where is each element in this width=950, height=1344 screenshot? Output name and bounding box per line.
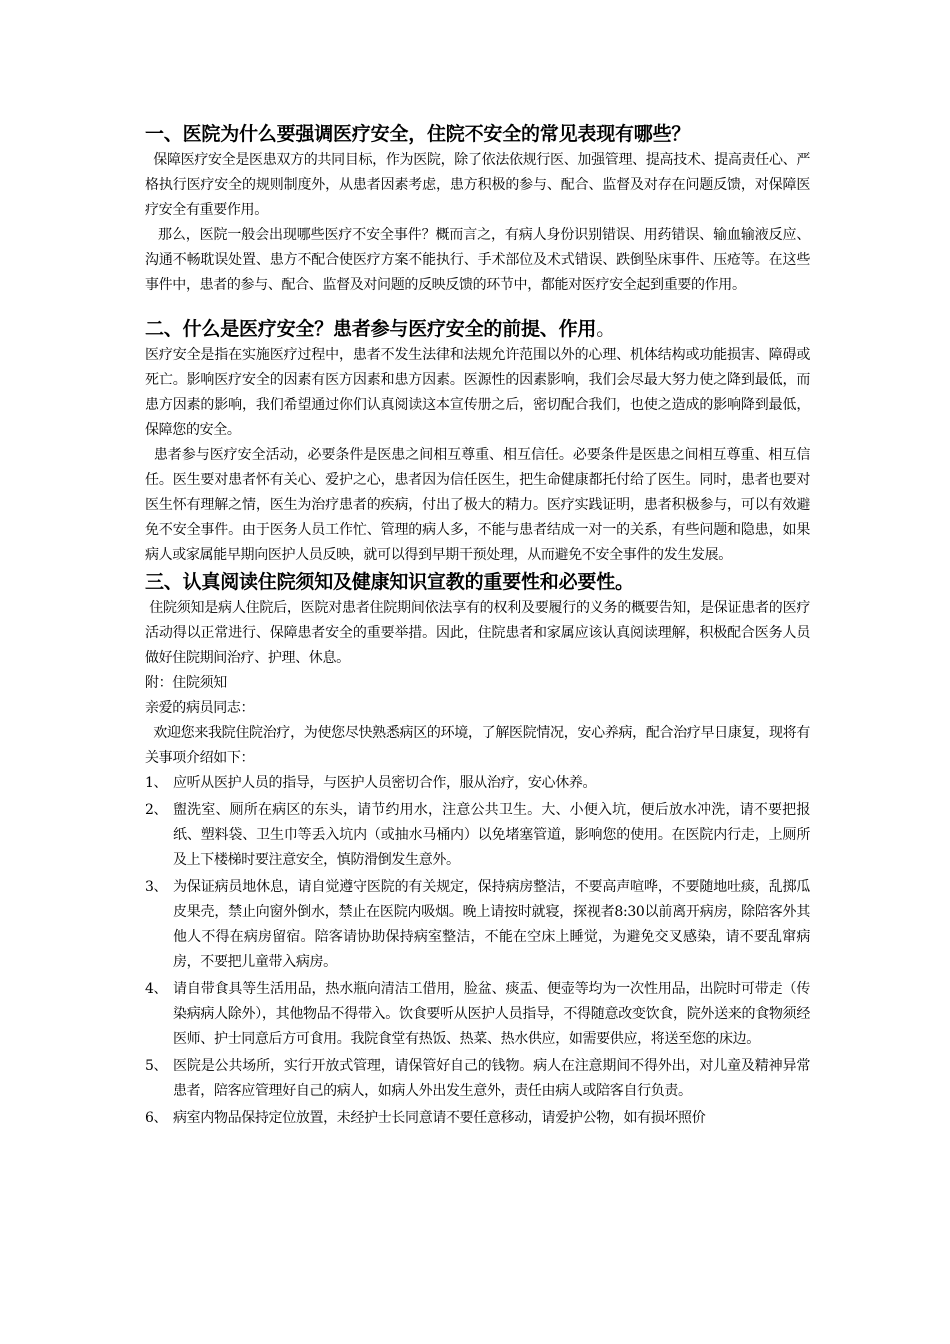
list-item-text: 请自带食具等生活用品，热水瓶向清洁工借用，脸盆、痰盂、便壶等均为一次性用品，出院时可带走（传染病病人除外），其他物品不得带入。饮食要听从医护人员指导，不得随意改变饮食，院外送来的食物须经医师、护士同意后方可食用。我院食堂有热饭、热菜、热水供应，如需要供应，将送至您的床边。 xyxy=(173,981,810,1047)
list-item-text: 应听从医护人员的指导，与医护人员密切合作，服从治疗，安心休养。 xyxy=(173,775,597,791)
list-item xyxy=(145,798,810,873)
section-2-heading-tail: 。 xyxy=(596,318,616,340)
notice-list xyxy=(145,771,810,1131)
section-2-heading-text: 二、什么是医疗安全？患者参与医疗安全的前提、作用 xyxy=(145,318,597,340)
list-item xyxy=(145,875,810,975)
section-2-paragraph-2: 患者参与医疗安全活动，必要条件是医患之间相互尊重、相互信任。必要条件是医患之间相互尊重、相互信任。医生要对患者怀有关心、爱护之心，患者因为信任医生，把生命健康都托付给了医生。同时，患者也要对医生怀有理解之情，医生为治疗患者的疾病，付出了极大的精力。医疗实践证明，患者积极参与，可以有效避免不安全事件。由于医务人员工作忙、管理的病人多，不能与患者结成一对一的关系，有些问题和隐患，如果病人或家属能早期向医护人员反映，就可以得到早期干预处理，从而避免不安全事件的发生发展。 xyxy=(145,447,810,563)
document-page xyxy=(145,120,810,1133)
list-item-text: 盥洗室、厕所在病区的东头，请节约用水，注意公共卫生。大、小便入坑，便后放水冲洗，请不要把报纸、塑料袋、卫生巾等丢入坑内（或抽水马桶内）以免堵塞管道，影响您的使用。在医院内行走，上厕所及上下楼梯时要注意安全，慎防滑倒发生意外。 xyxy=(173,802,810,868)
list-item-number: 1、 xyxy=(145,775,168,791)
section-2-paragraph-1: 医疗安全是指在实施医疗过程中，患者不发生法律和法规允许范围以外的心理、机体结构或功能损害、障碍或死亡。影响医疗安全的因素有医方因素和患方因素。医源性的因素影响，我们会尽最大努力使之降到最低，而患方因素的影响，我们希望通过你们认真阅读这本宣传册之后，密切配合我们，也使之造成的影响降到最低，保障您的安全。 xyxy=(145,347,810,438)
list-item xyxy=(145,1106,810,1131)
list-item-number: 2、 xyxy=(145,802,168,818)
appendix-label: 附：住院须知 xyxy=(145,675,227,691)
section-1-heading: 一、医院为什么要强调医疗安全，住院不安全的常见表现有哪些？ xyxy=(145,123,691,145)
list-item-text: 为保证病员地休息，请自觉遵守医院的有关规定，保持病房整洁，不要高声喧哗，不要随地吐痰，乱掷瓜皮果壳，禁止向窗外倒水，禁止在医院内吸烟。晚上请按时就寝，探视者8:30以前离开病房，除陪客外其他人不得在病房留宿。陪客请协助保持病室整洁，不能在空床上睡觉，为避免交叉感染，请不要乱窜病房，不要把儿童带入病房。 xyxy=(173,879,810,970)
list-item-text: 病室内物品保持定位放置，未经护士长同意请不要任意移动，请爱护公物，如有损坏照价 xyxy=(173,1110,706,1126)
salutation: 亲爱的病员同志： xyxy=(145,700,255,716)
section-3-heading: 三、认真阅读住院须知及健康知识宣教的重要性和必要性。 xyxy=(145,571,634,593)
list-item-number: 5、 xyxy=(145,1058,168,1074)
section-1-paragraph-1: 保障医疗安全是医患双方的共同目标，作为医院，除了依法依规行医、加强管理、提高技术、提高责任心、严格执行医疗安全的规则制度外，从患者因素考虑，患方积极的参与、配合、监督及对存在问题反馈，对保障医疗安全有重要作用。 xyxy=(145,152,810,218)
list-item xyxy=(145,771,810,796)
list-item-number: 4、 xyxy=(145,981,168,997)
section-1-paragraph-2: 那么，医院一般会出现哪些医疗不安全事件？概而言之，有病人身份识别错误、用药错误、输血输液反应、沟通不畅耽误处置、患方不配合使医疗方案不能执行、手术部位及术式错误、跌倒坠床事件、压疮等。在这些事件中，患者的参与、配合、监督及对问题的反映反馈的环节中，都能对医疗安全起到重要的作用。 xyxy=(145,227,810,293)
section-2-heading xyxy=(145,315,810,343)
list-item xyxy=(145,977,810,1052)
list-item-number: 3、 xyxy=(145,879,168,895)
list-item-text: 医院是公共场所，实行开放式管理，请保管好自己的钱物。病人在注意期间不得外出，对儿童及精神异常患者，陪客应管理好自己的病人，如病人外出发生意外，责任由病人或陪客自行负责。 xyxy=(173,1058,810,1099)
welcome-paragraph: 欢迎您来我院住院治疗，为使您尽快熟悉病区的环境，了解医院情况，安心养病，配合治疗早日康复，现将有关事项介绍如下： xyxy=(145,725,810,766)
list-item-number: 6、 xyxy=(145,1110,168,1126)
section-3-intro: 住院须知是病人住院后，医院对患者住院期间依法享有的权利及要履行的义务的概要告知，是保证患者的医疗活动得以正常进行、保障患者安全的重要举措。因此，住院患者和家属应该认真阅读理解，积极配合医务人员做好住院期间治疗、护理、休息。 xyxy=(145,600,810,666)
list-item xyxy=(145,1054,810,1104)
